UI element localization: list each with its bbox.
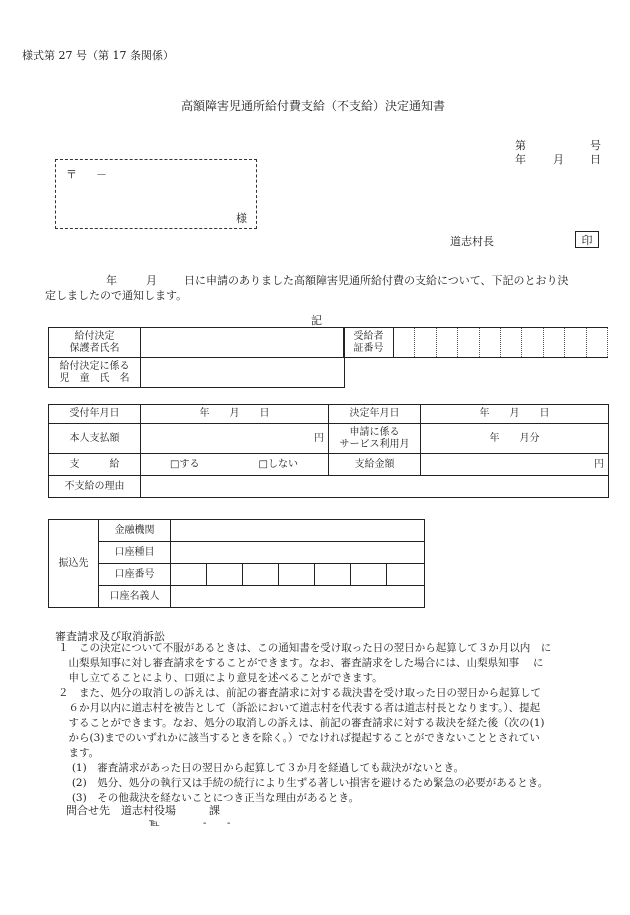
reason-value <box>141 476 609 498</box>
received-date-value: 年 月 日 <box>141 405 329 424</box>
notice-line: (1) 審査請求があった日の翌日から起算して３か月を経過しても裁決がないとき。 <box>58 762 465 774</box>
ki-heading: 記 <box>311 314 322 327</box>
recipient-digit-cell <box>522 328 543 358</box>
recipient-digit-cell <box>479 328 500 358</box>
payment-no-option[interactable]: □しない <box>229 454 329 476</box>
contact-dash-2: - <box>227 818 231 829</box>
intro-line-2: 定しましたので通知します。 <box>45 289 188 302</box>
notice-line: ６か月以内に道志村を被告として（訴訟において道志村を代表する者は道志村長となります。）、提起 <box>58 702 541 714</box>
notice-line: (3) その他裁決を経ないことにつき正当な理由があるとき。 <box>58 792 360 804</box>
notice-heading: 審査請求及び取消訴訟 <box>55 630 165 643</box>
contact-dash-1: - <box>203 818 207 829</box>
bank-label: 金融機関 <box>99 520 171 542</box>
notice-body <box>58 641 551 806</box>
document-title: 高額障害児通所給付費支給（不支給）決定通知書 <box>181 99 446 113</box>
notice-line: 山梨県知事に対し審査請求をすることができます。なお、審査請求をした場合には、山梨県知事 に <box>58 657 544 669</box>
address-box <box>55 159 257 229</box>
service-month-label: 申請に係る サービス利用月 <box>329 424 421 454</box>
self-pay-value: 円 <box>141 424 329 454</box>
guardian-name-value <box>141 328 345 358</box>
honorific: 様 <box>236 212 247 225</box>
postal-mark: 〒 <box>66 168 77 181</box>
seal-mark: 印 <box>575 231 599 248</box>
child-name-label: 給付決定に係る 児 童 氏 名 <box>49 358 141 388</box>
recipient-number-label: 受給者 証番号 <box>344 328 394 358</box>
payment-yes-option[interactable]: □する <box>141 454 229 476</box>
notice-line: から(3)までのいずれかに該当するときを除く。）でなければ提起することができないこととされてい <box>58 732 540 744</box>
account-digit-cell <box>279 564 315 586</box>
recipient-digit-cell <box>565 328 586 358</box>
recipient-digit-cell <box>415 328 436 358</box>
form-number: 様式第 27 号（第 17 条関係） <box>22 49 174 62</box>
payment-label: 支 給 <box>49 454 141 476</box>
number-label: 第 <box>515 139 526 152</box>
account-number-label: 口座番号 <box>99 564 171 586</box>
date-year: 年 <box>515 153 526 166</box>
contact-tel-mark: ℡ <box>149 818 160 829</box>
guardian-name-label: 給付決定 保護者氏名 <box>49 328 141 358</box>
recipient-digit-cell <box>586 328 607 358</box>
received-date-label: 受付年月日 <box>49 405 141 424</box>
account-type-value <box>171 542 425 564</box>
account-type-label: 口座種目 <box>99 542 171 564</box>
recipient-digit-cell <box>394 328 415 358</box>
account-digit-cell <box>171 564 207 586</box>
recipient-digit-cell <box>458 328 479 358</box>
contact-label: 問合せ先 道志村役場 課 <box>66 804 220 817</box>
transfer-group-label: 振込先 <box>49 520 99 608</box>
notice-line: １ この決定について不服があるときは、この通知書を受け取った日の翌日から起算して３か月以内 に <box>58 642 552 654</box>
postal-dash: － <box>96 168 107 181</box>
bank-value <box>171 520 425 542</box>
notice-line: 申し立てることにより、口頭により意見を述べることができます。 <box>58 672 383 684</box>
decision-date-value: 年 月 日 <box>421 405 609 424</box>
account-holder-label: 口座名義人 <box>99 586 171 608</box>
account-digit-cell <box>351 564 387 586</box>
notice-line: (2) 処分、処分の執行又は手続の続行により生ずる著しい損害を避けるため緊急の必要があるとき。 <box>58 777 549 789</box>
issuer-name: 道志村長 <box>450 235 494 248</box>
number-suffix: 号 <box>590 139 601 152</box>
intro-line-1: 日に申請のありました高額障害児通所給付費の支給について、下記のとおり決 <box>184 274 569 287</box>
account-digit-cell <box>315 564 351 586</box>
account-digit-cell <box>387 564 425 586</box>
self-pay-label: 本人支払額 <box>49 424 141 454</box>
notice-line: することができます。なお、処分の取消しの訴えは、前記の審査請求に対する裁決を経た後（次の(1) <box>58 717 545 729</box>
recipient-digit-cell <box>500 328 521 358</box>
date-day: 日 <box>590 153 601 166</box>
intro-month: 月 <box>146 274 157 287</box>
reason-label: 不支給の理由 <box>49 476 141 498</box>
account-digit-cell <box>207 564 243 586</box>
amount-value: 円 <box>421 454 609 476</box>
decision-date-label: 決定年月日 <box>329 405 421 424</box>
intro-year: 年 <box>106 274 117 287</box>
recipient-digit-cell <box>543 328 564 358</box>
child-name-value <box>141 358 345 388</box>
decision-table <box>48 404 609 498</box>
date-month: 月 <box>553 153 564 166</box>
notice-line: ます。 <box>58 747 100 759</box>
amount-label: 支給金額 <box>329 454 421 476</box>
bank-table <box>48 519 425 608</box>
service-month-value: 年 月分 <box>421 424 609 454</box>
notice-line: ２ また、処分の取消しの訴えは、前記の審査請求に対する裁決書を受け取った日の翌日から起算して <box>58 687 541 699</box>
account-holder-value <box>171 586 425 608</box>
recipient-digit-cell <box>436 328 457 358</box>
account-digit-cell <box>243 564 279 586</box>
